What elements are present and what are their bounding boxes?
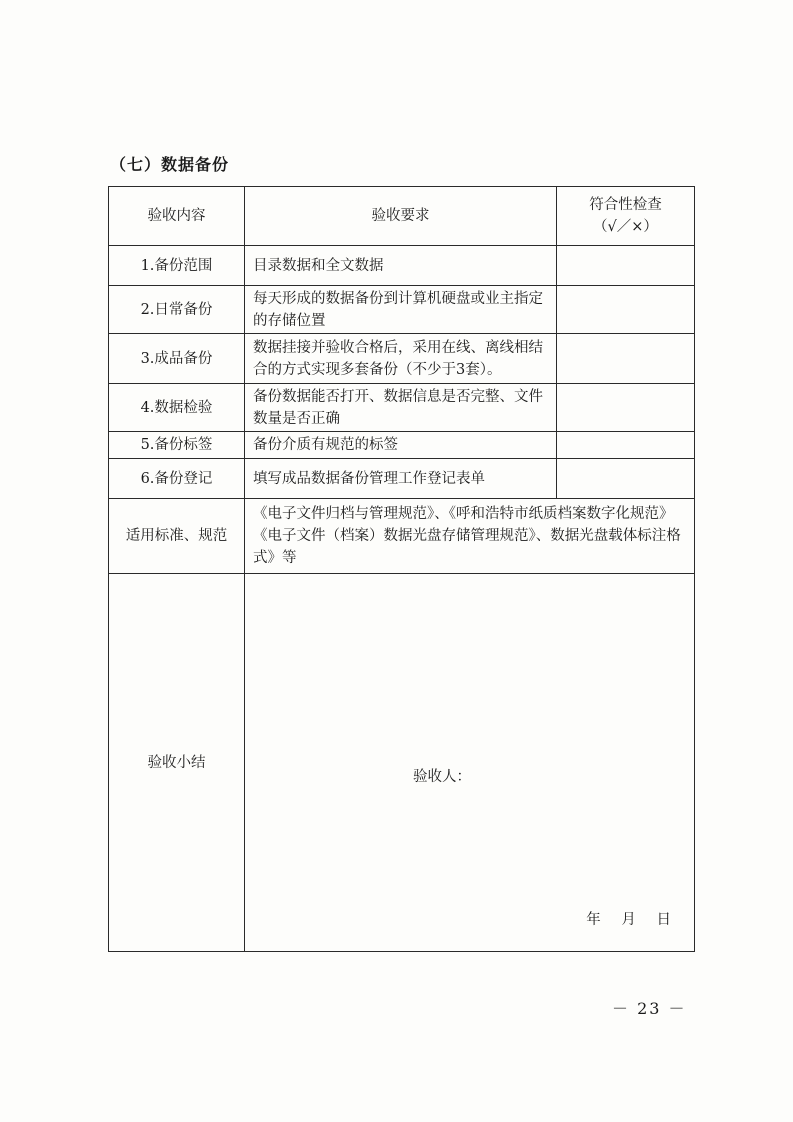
header-compliance-label: 符合性检查 [589,197,662,213]
row-requirement: 每天形成的数据备份到计算机硬盘或业主指定的存储位置 [245,286,557,334]
acceptance-table [108,186,695,952]
row-item: 4.数据检验 [109,384,245,432]
standards-text: 《电子文件归档与管理规范》、《呼和浩特市纸质档案数字化规范》《电子文件（档案）数据光盘存储管理规范》、数据光盘载体标注格式》等 [245,499,695,574]
standards-label: 适用标准、规范 [109,499,245,574]
table-row [109,246,695,286]
row-requirement: 备份数据能否打开、数据信息是否完整、文件数量是否正确 [245,384,557,432]
row-check-cell[interactable] [557,286,695,334]
row-requirement: 备份介质有规范的标签 [245,432,557,459]
table-row [109,334,695,384]
row-requirement: 目录数据和全文数据 [245,246,557,286]
page-number: － 23 － [612,999,687,1018]
header-compliance-symbols: （√／×） [593,219,658,235]
row-item: 3.成品备份 [109,334,245,384]
summary-cell[interactable] [245,574,695,952]
date-line [572,909,672,931]
date-day: 日 [656,912,672,928]
date-year: 年 [586,912,602,928]
summary-row [109,574,695,952]
row-item: 1.备份范围 [109,246,245,286]
row-check-cell[interactable] [557,459,695,499]
standards-row [109,499,695,574]
inspector-label: 验收人： [413,769,471,785]
table-row [109,384,695,432]
row-check-cell[interactable] [557,246,695,286]
row-requirement: 数据挂接并验收合格后，采用在线、离线相结合的方式实现多套备份（不少于3套）。 [245,334,557,384]
table-row [109,286,695,334]
header-compliance [557,187,695,246]
row-item: 6.备份登记 [109,459,245,499]
summary-label: 验收小结 [109,574,245,952]
section-title: （七）数据备份 [110,155,230,174]
table-row [109,459,695,499]
row-requirement: 填写成品数据备份管理工作登记表单 [245,459,557,499]
row-check-cell[interactable] [557,432,695,459]
date-month: 月 [621,912,637,928]
row-item: 2.日常备份 [109,286,245,334]
header-content: 验收内容 [109,187,245,246]
row-check-cell[interactable] [557,334,695,384]
header-requirement: 验收要求 [245,187,557,246]
row-check-cell[interactable] [557,384,695,432]
row-item: 5.备份标签 [109,432,245,459]
table-row [109,432,695,459]
table-header-row [109,187,695,246]
